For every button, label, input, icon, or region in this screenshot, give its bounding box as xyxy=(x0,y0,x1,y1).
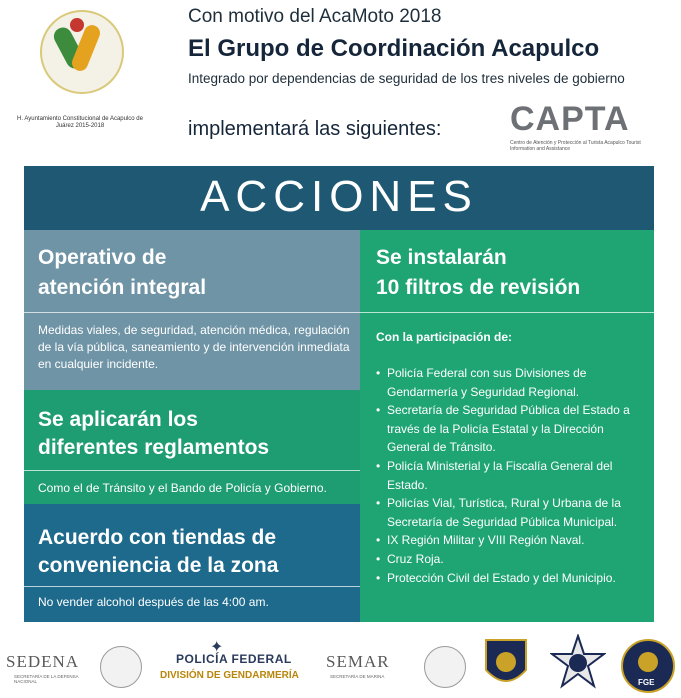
gendarmeria-subtitle: DIVISIÓN DE GENDARMERÍA xyxy=(160,670,299,681)
policia-star-icon: ✦ xyxy=(210,639,224,656)
semar-logo: SEMAR xyxy=(326,652,390,671)
filtros-subtitle: Con la participación de: xyxy=(376,330,513,344)
reglamentos-title-line-1: Se aplicarán los xyxy=(38,408,198,431)
acciones-title: ACCIONES xyxy=(200,172,478,221)
operativo-title-line-1: Operativo de xyxy=(38,246,167,269)
filtros-title-line-2: 10 filtros de revisión xyxy=(376,276,581,299)
reglamentos-text: Como el de Tránsito y el Bando de Policía y Gobierno. xyxy=(38,481,327,495)
operativo-title-line-2: atención integral xyxy=(38,276,207,299)
guerrero-police-shield-icon xyxy=(482,636,530,694)
operativo-text: Medidas viales, de seguridad, atención médica, regulación de la vía pública, saneamiento y de intervención inmediata en cualquier incidente. xyxy=(38,323,350,371)
fge-label: FGE xyxy=(638,678,655,687)
operativo-box xyxy=(24,230,360,390)
reglamentos-title-line-2: diferentes reglamentos xyxy=(38,436,270,459)
filtros-list-item: • Protección Civil del Estado y del Municipio. xyxy=(376,569,646,588)
acuerdo-divider xyxy=(24,586,360,587)
header-line-3: Integrado por dependencias de seguridad de los tres niveles de gobierno xyxy=(188,71,625,86)
filtros-list-item: • Cruz Roja. xyxy=(376,550,646,569)
filtros-list-item: • Secretaría de Seguridad Pública del Estado a través de la Policía Estatal y la Dirección General de Tránsito. xyxy=(376,401,646,457)
policia-federal-logo: POLICÍA FEDERAL xyxy=(176,652,292,666)
mexico-seal-icon xyxy=(100,646,142,688)
acuerdo-text: No vender alcohol después de las 4:00 am. xyxy=(38,595,269,609)
filtros-title-line-1: Se instalarán xyxy=(376,246,507,269)
filtros-list-item: • Policía Ministerial y la Fiscalía General del Estado. xyxy=(376,457,646,494)
acuerdo-title-line-1: Acuerdo con tiendas de xyxy=(38,526,277,549)
transito-star-badge-icon xyxy=(550,634,606,694)
header-line-4: implementará las siguientes: xyxy=(188,118,442,140)
filtros-divider xyxy=(360,312,654,313)
capta-subtitle: Centro de Atención y Protección al Turista Acapulco Tourist Information and Assistance xyxy=(510,140,641,152)
header-line-2: El Grupo de Coordinación Acapulco xyxy=(188,35,600,62)
reglamentos-box xyxy=(24,390,360,504)
sedena-logo: SEDENA xyxy=(6,652,80,671)
capta-word: CAPTA xyxy=(510,100,630,138)
acuerdo-box xyxy=(24,504,360,622)
header-line-1: Con motivo del AcaMoto 2018 xyxy=(188,6,442,27)
mexico-seal-icon xyxy=(424,646,466,688)
acuerdo-title-line-2: conveniencia de la zona xyxy=(38,554,279,577)
semar-subtitle: SECRETARÍA DE MARINA xyxy=(330,674,385,679)
ayuntamiento-logo xyxy=(16,10,144,150)
filtros-list-item: • Policías Vial, Turística, Rural y Urbana de la Secretaría de Seguridad Pública Municipal. xyxy=(376,494,646,531)
capta-logo xyxy=(506,100,656,156)
sedena-subtitle: SECRETARÍA DE LA DEFENSA NACIONAL xyxy=(14,674,79,684)
filtros-list-item: • Policía Federal con sus Divisiones de Gendarmería y Seguridad Regional. xyxy=(376,364,646,401)
filtros-box xyxy=(360,230,654,622)
filtros-list xyxy=(376,364,646,587)
operativo-divider xyxy=(24,312,360,313)
ayuntamiento-caption: H. Ayuntamiento Constitucional de Acapulco de Juárez 2015-2018 xyxy=(17,116,143,129)
reglamentos-divider xyxy=(24,470,360,471)
filtros-list-item: • IX Región Militar y VIII Región Naval. xyxy=(376,531,646,550)
